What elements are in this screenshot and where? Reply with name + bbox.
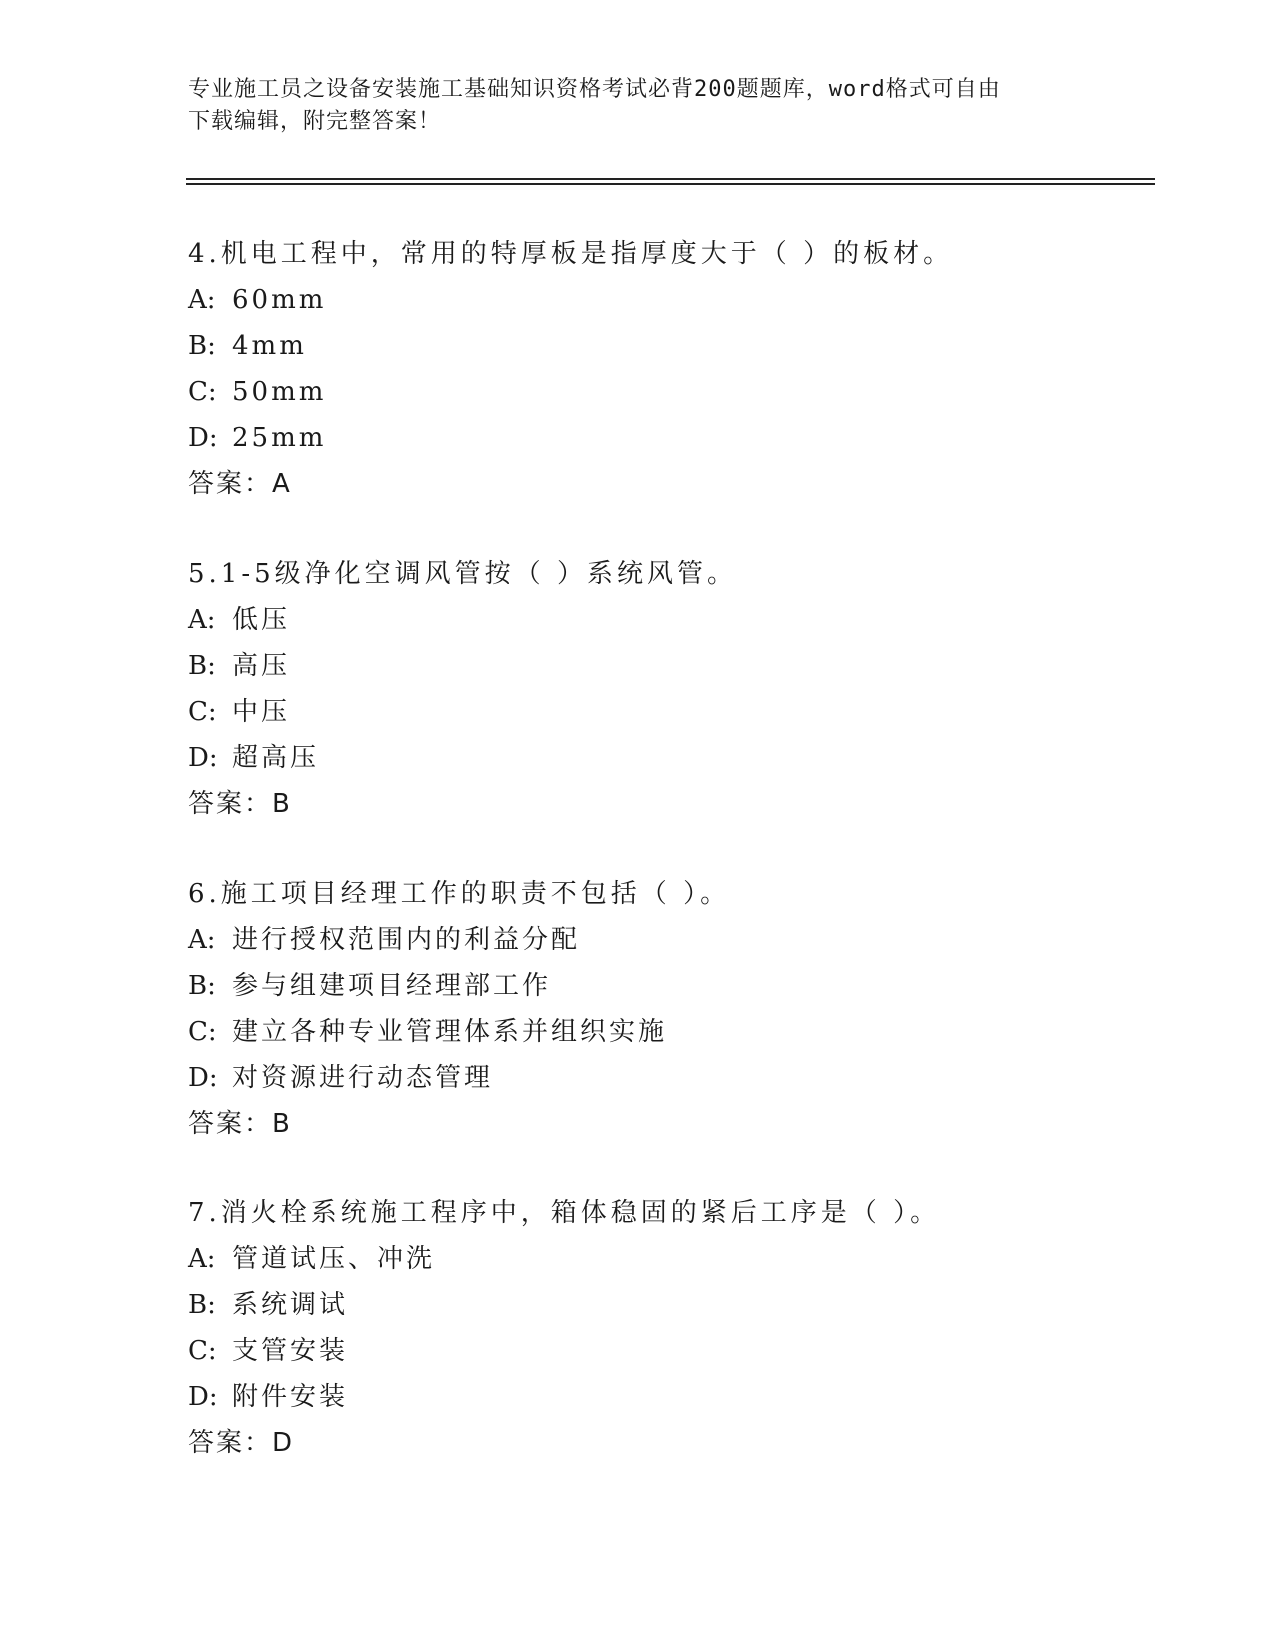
option-letter: A: [188, 925, 216, 955]
option-letter: D: [188, 743, 218, 773]
option-letter: C: [188, 697, 217, 727]
answer-label: 答案： [188, 789, 273, 819]
question-title: 5.1-5级净化空调风管按（ ）系统风管。 [188, 559, 737, 589]
header-line-1: 专业施工员之设备安装施工基础知识资格考试必背200题题库，word格式可自由 [188, 77, 1001, 102]
option-text: 系统调试 [232, 1290, 349, 1320]
answer-value: A [272, 469, 290, 499]
option-text: 支管安装 [232, 1336, 349, 1366]
option-d [188, 1374, 1148, 1420]
question-title: 7.消火栓系统施工程序中，箱体稳固的紧后工序是（ ）。 [188, 1198, 941, 1228]
option-text: 建立各种专业管理体系并组织实施 [232, 1017, 668, 1047]
question-title: 6.施工项目经理工作的职责不包括（ ）。 [188, 879, 731, 909]
answer-label: 答案： [188, 469, 273, 499]
answer-value: D [272, 1428, 293, 1458]
option-text: 参与组建项目经理部工作 [232, 971, 552, 1001]
option-b [188, 323, 1148, 369]
header-divider-top [186, 178, 1155, 180]
option-a [188, 1236, 1148, 1282]
option-b [188, 963, 1148, 1009]
answer-value: B [272, 789, 290, 819]
answer-label: 答案： [188, 1428, 273, 1458]
option-c [188, 689, 1148, 735]
answer-value: B [272, 1109, 290, 1139]
answer-line [188, 1420, 1148, 1466]
document-header [188, 74, 1088, 138]
option-letter: C: [188, 377, 217, 407]
option-b [188, 643, 1148, 689]
option-text: 4mm [232, 331, 307, 361]
option-letter: C: [188, 1017, 217, 1047]
option-letter: D: [188, 1382, 218, 1412]
option-text: 进行授权范围内的利益分配 [232, 925, 581, 955]
header-line-2: 下载编辑，附完整答案！ [188, 109, 442, 134]
answer-label: 答案： [188, 1109, 273, 1139]
option-text: 50mm [232, 377, 327, 407]
option-text: 超高压 [232, 743, 320, 773]
option-d [188, 1055, 1148, 1101]
question-7 [188, 1190, 1148, 1466]
option-letter: B: [188, 1290, 216, 1320]
question-title: 4.机电工程中，常用的特厚板是指厚度大于（ ）的板材。 [188, 239, 954, 269]
option-a [188, 917, 1148, 963]
option-letter: C: [188, 1336, 217, 1366]
option-letter: D: [188, 1063, 218, 1093]
option-c [188, 369, 1148, 415]
option-c [188, 1009, 1148, 1055]
option-d [188, 735, 1148, 781]
option-text: 高压 [232, 651, 291, 681]
option-letter: B: [188, 971, 216, 1001]
question-6 [188, 871, 1148, 1147]
question-5 [188, 551, 1148, 827]
question-4 [188, 231, 1148, 507]
option-letter: A: [188, 1244, 216, 1274]
option-text: 对资源进行动态管理 [232, 1063, 494, 1093]
option-text: 低压 [232, 605, 291, 635]
option-b [188, 1282, 1148, 1328]
header-divider-bottom [186, 183, 1155, 185]
option-text: 25mm [232, 423, 327, 453]
option-text: 60mm [232, 285, 327, 315]
answer-line [188, 461, 1148, 507]
option-letter: B: [188, 331, 216, 361]
option-text: 附件安装 [232, 1382, 349, 1412]
option-c [188, 1328, 1148, 1374]
option-a [188, 277, 1148, 323]
option-d [188, 415, 1148, 461]
option-letter: D: [188, 423, 218, 453]
option-text: 管道试压、冲洗 [232, 1244, 436, 1274]
option-a [188, 597, 1148, 643]
option-letter: A: [188, 285, 216, 315]
option-letter: A: [188, 605, 216, 635]
answer-line [188, 1101, 1148, 1147]
answer-line [188, 781, 1148, 827]
option-letter: B: [188, 651, 216, 681]
option-text: 中压 [232, 697, 291, 727]
